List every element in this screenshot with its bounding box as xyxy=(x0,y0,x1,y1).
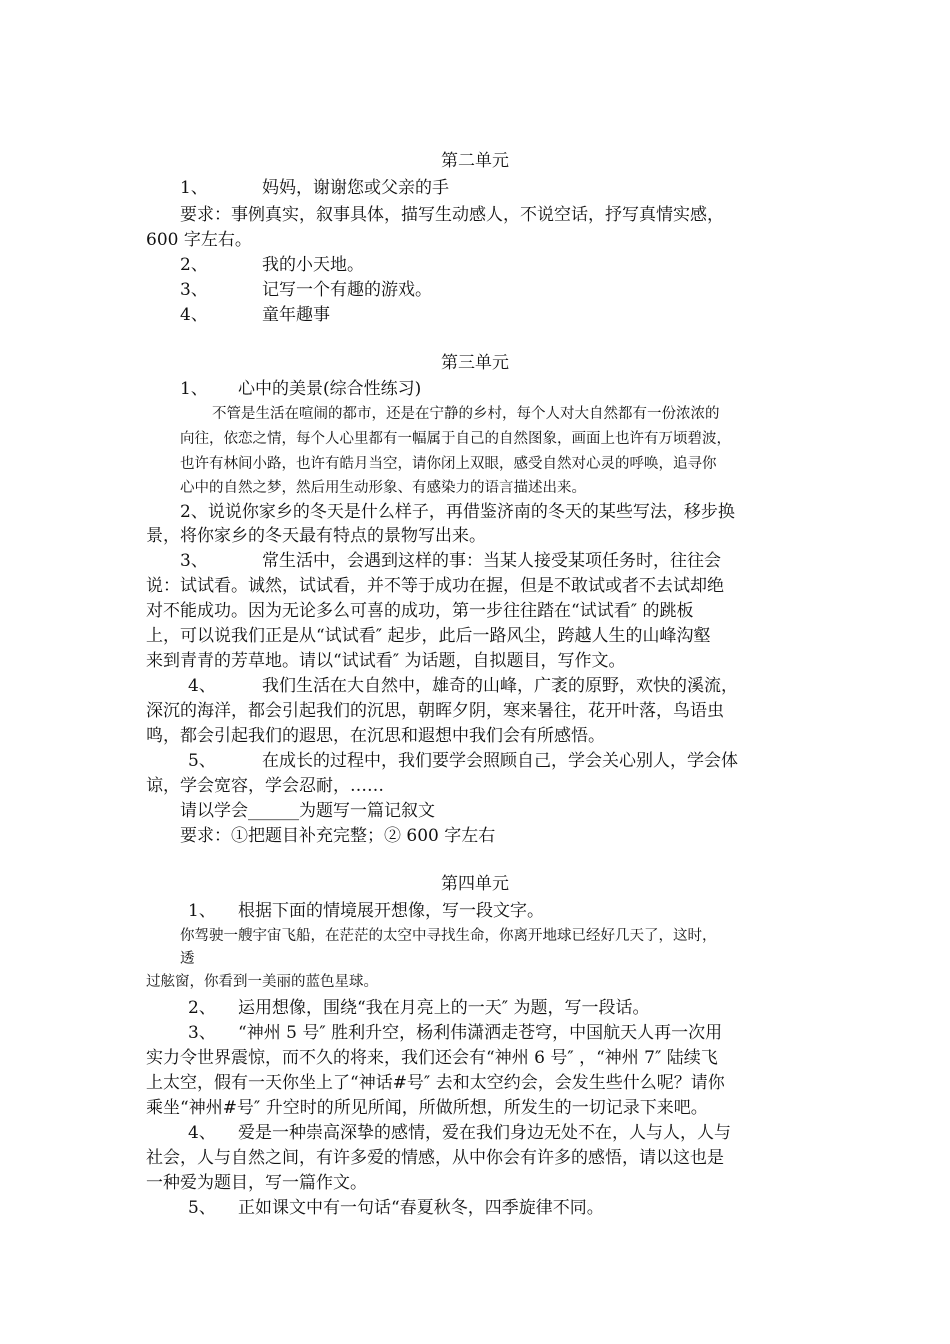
unit4-q5-number: 5、 xyxy=(188,1198,216,1218)
unit4-q1-paragraph-line: 透 xyxy=(180,951,195,967)
unit3-q3-line: 说：试试看。诚然，试试看，并不等于成功在握，但是不敢试或者不去试却绝 xyxy=(146,576,724,596)
unit3-q4-number: 4、 xyxy=(188,676,216,696)
unit3-q3-line: 常生活中，会遇到这样的事：当某人接受某项任务时，往往会 xyxy=(262,551,721,571)
unit4-q4-number: 4、 xyxy=(188,1123,216,1143)
unit3-q5-line: 谅，学会宽容，学会忍耐，…… xyxy=(146,776,384,796)
unit4-q1-paragraph-line: 你驾驶一艘宇宙飞船，在茫茫的太空中寻找生命，你离开地球已经好几天了，这时， xyxy=(180,928,717,944)
unit4-q2-number: 2、 xyxy=(188,998,216,1018)
unit4-q1-paragraph-line: 过舷窗，你看到一美丽的蓝色星球。 xyxy=(146,974,378,990)
unit2-requirement-line: 600 字左右。 xyxy=(146,230,252,250)
unit2-q3-title: 记写一个有趣的游戏。 xyxy=(262,280,432,300)
unit2-q2-title: 我的小天地。 xyxy=(262,255,364,275)
unit2-q4-title: 童年趣事 xyxy=(262,305,330,325)
unit3-q3-line: 来到青青的芳草地。请以“试试看″ 为话题，自拟题目，写作文。 xyxy=(146,651,626,671)
unit2-q1-number: 1、 xyxy=(180,178,208,198)
unit4-q4-line: 一种爱为题目，写一篇作文。 xyxy=(146,1173,367,1193)
unit4-q5-line: 正如课文中有一句话“春夏秋冬，四季旋律不同。 xyxy=(238,1198,604,1218)
unit3-title: 第三单元 xyxy=(441,353,509,373)
unit3-q1-paragraph-line: 心中的自然之梦，然后用生动形象、有感染力的语言描述出来。 xyxy=(180,480,586,496)
unit2-q4-number: 4、 xyxy=(180,305,208,325)
unit4-q2-title: 运用想像，围绕“我在月亮上的一天″ 为题，写一段话。 xyxy=(238,998,650,1018)
unit3-q1-paragraph-line: 也许有林间小路，也许有皓月当空，请你闭上双眼，感受自然对心灵的呼唤，追寻你 xyxy=(180,456,717,472)
unit2-q2-number: 2、 xyxy=(180,255,208,275)
unit3-q4-line: 鸣，都会引起我们的遐思，在沉思和遐想中我们会有所感悟。 xyxy=(146,726,605,746)
unit4-q3-line: “神州 5 号″ 胜利升空，杨利伟潇洒走苍穹，中国航天人再一次用 xyxy=(238,1023,723,1043)
unit3-q1-title: 心中的美景(综合性练习) xyxy=(238,379,422,399)
unit4-q3-line: 实力令世界震惊，而不久的将来，我们还会有“神州 6 号″ ，“神州 7″ 陆续飞 xyxy=(146,1048,718,1068)
unit3-q5-line: 在成长的过程中，我们要学会照顾自己，学会关心别人，学会体 xyxy=(262,751,738,771)
unit4-q3-number: 3、 xyxy=(188,1023,216,1043)
unit4-q4-line: 爱是一种崇高深挚的感情，爱在我们身边无处不在，人与人，人与 xyxy=(238,1123,731,1143)
unit3-q3-line: 上，可以说我们正是从“试试看″ 起步，此后一路风尘，跨越人生的山峰沟壑 xyxy=(146,626,711,646)
unit4-q3-line: 乘坐“神州#号″ 升空时的所见所闻，所做所想，所发生的一切记录下来吧。 xyxy=(146,1098,708,1118)
unit2-title: 第二单元 xyxy=(441,151,509,171)
unit3-q5-prompt: 请以学会______为题写一篇记叙文 xyxy=(180,801,435,821)
unit3-q1-paragraph-line: 向往，依恋之情，每个人心里都有一幅属于自己的自然图象，画面上也许有万顷碧波， xyxy=(180,431,731,447)
unit4-q3-line: 上太空，假有一天你坐上了“神话#号″ 去和太空约会，会发生些什么呢？请你 xyxy=(146,1073,725,1093)
unit3-q3-number: 3、 xyxy=(180,551,208,571)
unit3-q5-requirement: 要求：①把题目补充完整；② 600 字左右 xyxy=(180,826,496,846)
unit3-q1-number: 1、 xyxy=(180,379,208,399)
unit3-q3-line: 对不能成功。因为无论多么可喜的成功，第一步往往踏在“试试看″ 的跳板 xyxy=(146,601,694,621)
unit2-q3-number: 3、 xyxy=(180,280,208,300)
unit3-q2-line: 2、说说你家乡的冬天是什么样子，再借鉴济南的冬天的某些写法，移步换 xyxy=(180,502,735,522)
unit2-q1-title: 妈妈，谢谢您或父亲的手 xyxy=(262,178,449,198)
unit3-q2-line: 景，将你家乡的冬天最有特点的景物写出来。 xyxy=(146,526,486,546)
unit3-q1-paragraph-line: 不管是生活在喧闹的都市，还是在宁静的乡村，每个人对大自然都有一份浓浓的 xyxy=(212,406,720,422)
unit4-q1-number: 1、 xyxy=(188,901,216,921)
unit3-q4-line: 我们生活在大自然中，雄奇的山峰，广袤的原野，欢快的溪流， xyxy=(262,676,738,696)
unit4-q1-title: 根据下面的情境展开想像，写一段文字。 xyxy=(238,901,544,921)
unit3-q4-line: 深沉的海洋，都会引起我们的沉思，朝晖夕阴，寒来暑往，花开叶落，鸟语虫 xyxy=(146,701,724,721)
unit3-q5-number: 5、 xyxy=(188,751,216,771)
unit2-requirement-line: 要求：事例真实，叙事具体，描写生动感人，不说空话，抒写真情实感， xyxy=(180,205,724,225)
unit4-title: 第四单元 xyxy=(441,874,509,894)
unit4-q4-line: 社会，人与自然之间，有许多爱的情感，从中你会有许多的感悟，请以这也是 xyxy=(146,1148,724,1168)
